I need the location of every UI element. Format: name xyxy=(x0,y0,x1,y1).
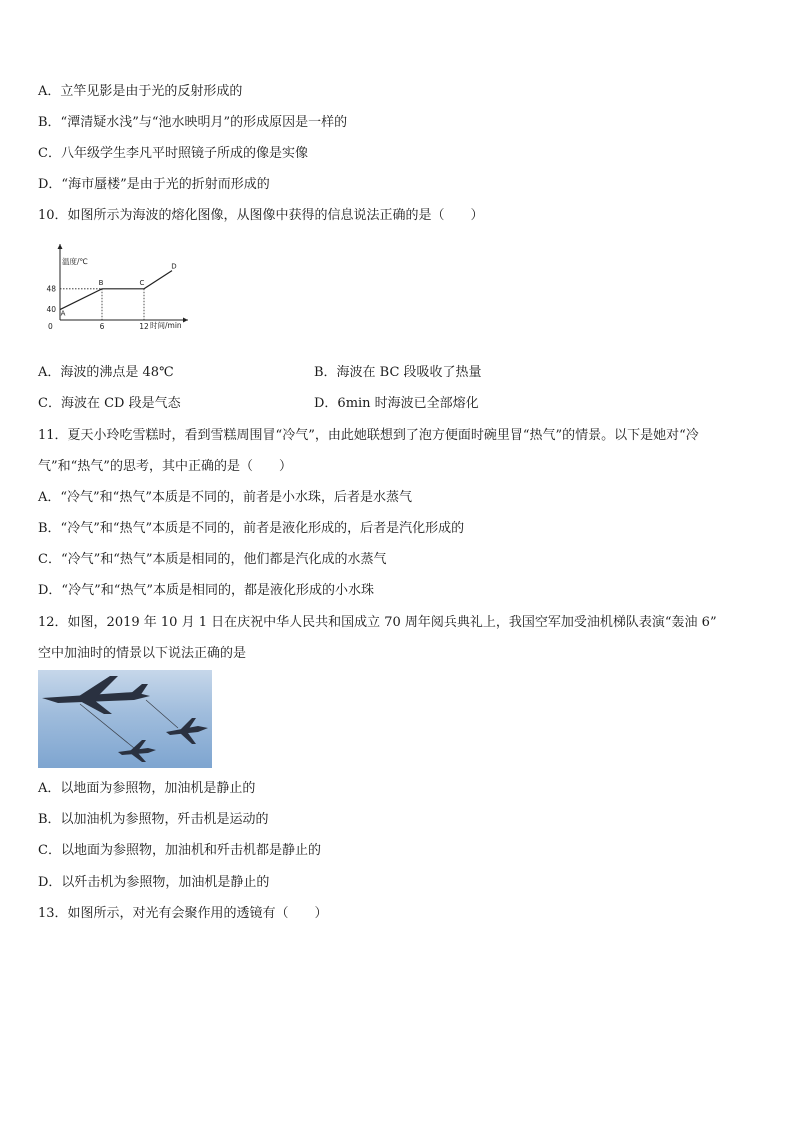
q9-option-c: C．八年级学生李凡平时照镜子所成的像是实像 xyxy=(38,146,308,161)
q10-option-a: A．海波的沸点是 48℃ xyxy=(38,365,174,380)
point-label: D xyxy=(171,262,177,271)
tanker-plane-icon xyxy=(42,676,150,714)
q12-stem-line1: 12．如图，2019 年 10 月 1 日在庆祝中华人民共和国成立 70 周年阅兵典礼上，我国空军加受油机梯队表演“轰油 6” xyxy=(38,615,717,630)
q11-stem-line2: 气”和“热气”的思考，其中正确的是（ ） xyxy=(38,459,292,474)
q10-option-c: C．海波在 CD 段是气态 xyxy=(38,396,181,411)
refueling-aircraft-photo xyxy=(38,670,212,768)
x-tick-label: 12 xyxy=(139,322,149,331)
y-axis-label: 温度/℃ xyxy=(62,257,88,266)
q12-option-a: A．以地面为参照物，加油机是静止的 xyxy=(38,781,256,796)
q10-option-d: D．6min 时海波已全部熔化 xyxy=(314,396,479,411)
x-tick-label: 0 xyxy=(48,322,53,331)
refuel-hose xyxy=(146,700,178,728)
point-label: B xyxy=(98,278,104,287)
q13-stem: 13．如图所示，对光有会聚作用的透镜有（ ） xyxy=(38,906,328,921)
q9-option-a: A．立竿见影是由于光的反射形成的 xyxy=(38,84,243,99)
q9-option-d: D．“海市蜃楼”是由于光的折射而形成的 xyxy=(38,177,270,192)
y-tick-label: 48 xyxy=(46,284,56,294)
melting-graph xyxy=(36,238,196,334)
point-label: C xyxy=(139,278,145,287)
x-tick-label: 6 xyxy=(99,322,105,331)
q11-option-d: D．“冷气”和“热气”本质是相同的，都是液化形成的小水珠 xyxy=(38,583,375,598)
point-label: A xyxy=(60,309,66,318)
fighter-jet-icon xyxy=(118,740,156,762)
q10-option-b: B．海波在 BC 段吸收了热量 xyxy=(314,365,482,380)
y-tick-label: 40 xyxy=(46,305,56,315)
q12-option-c: C．以地面为参照物，加油机和歼击机都是静止的 xyxy=(38,843,321,858)
q11-stem-line1: 11．夏天小玲吃雪糕时，看到雪糕周围冒“冷气”，由此她联想到了泡方便面时碗里冒“热气”的情景。以下是她对“冷 xyxy=(38,428,699,443)
q12-option-b: B．以加油机为参照物，歼击机是运动的 xyxy=(38,812,269,827)
y-axis-arrow xyxy=(58,244,63,249)
x-axis-arrow xyxy=(183,318,188,323)
q12-stem-line2: 空中加油时的情景以下说法正确的是 xyxy=(38,646,247,661)
q11-option-b: B．“冷气”和“热气”本质是不同的，前者是液化形成的，后者是汽化形成的 xyxy=(38,521,465,536)
q9-option-b: B．“潭清疑水浅”与“池水映明月”的形成原因是一样的 xyxy=(38,115,348,130)
q11-option-a: A．“冷气”和“热气”本质是不同的，前者是小水珠，后者是水蒸气 xyxy=(38,490,412,505)
q10-stem: 10．如图所示为海波的熔化图像，从图像中获得的信息说法正确的是（ ） xyxy=(38,208,484,223)
q11-option-c: C．“冷气”和“热气”本质是相同的，他们都是汽化成的水蒸气 xyxy=(38,552,387,567)
temperature-line xyxy=(60,271,172,310)
fighter-jet-icon xyxy=(166,718,208,744)
x-axis-label: 时间/min xyxy=(150,321,182,330)
q12-option-d: D．以歼击机为参照物，加油机是静止的 xyxy=(38,875,270,890)
